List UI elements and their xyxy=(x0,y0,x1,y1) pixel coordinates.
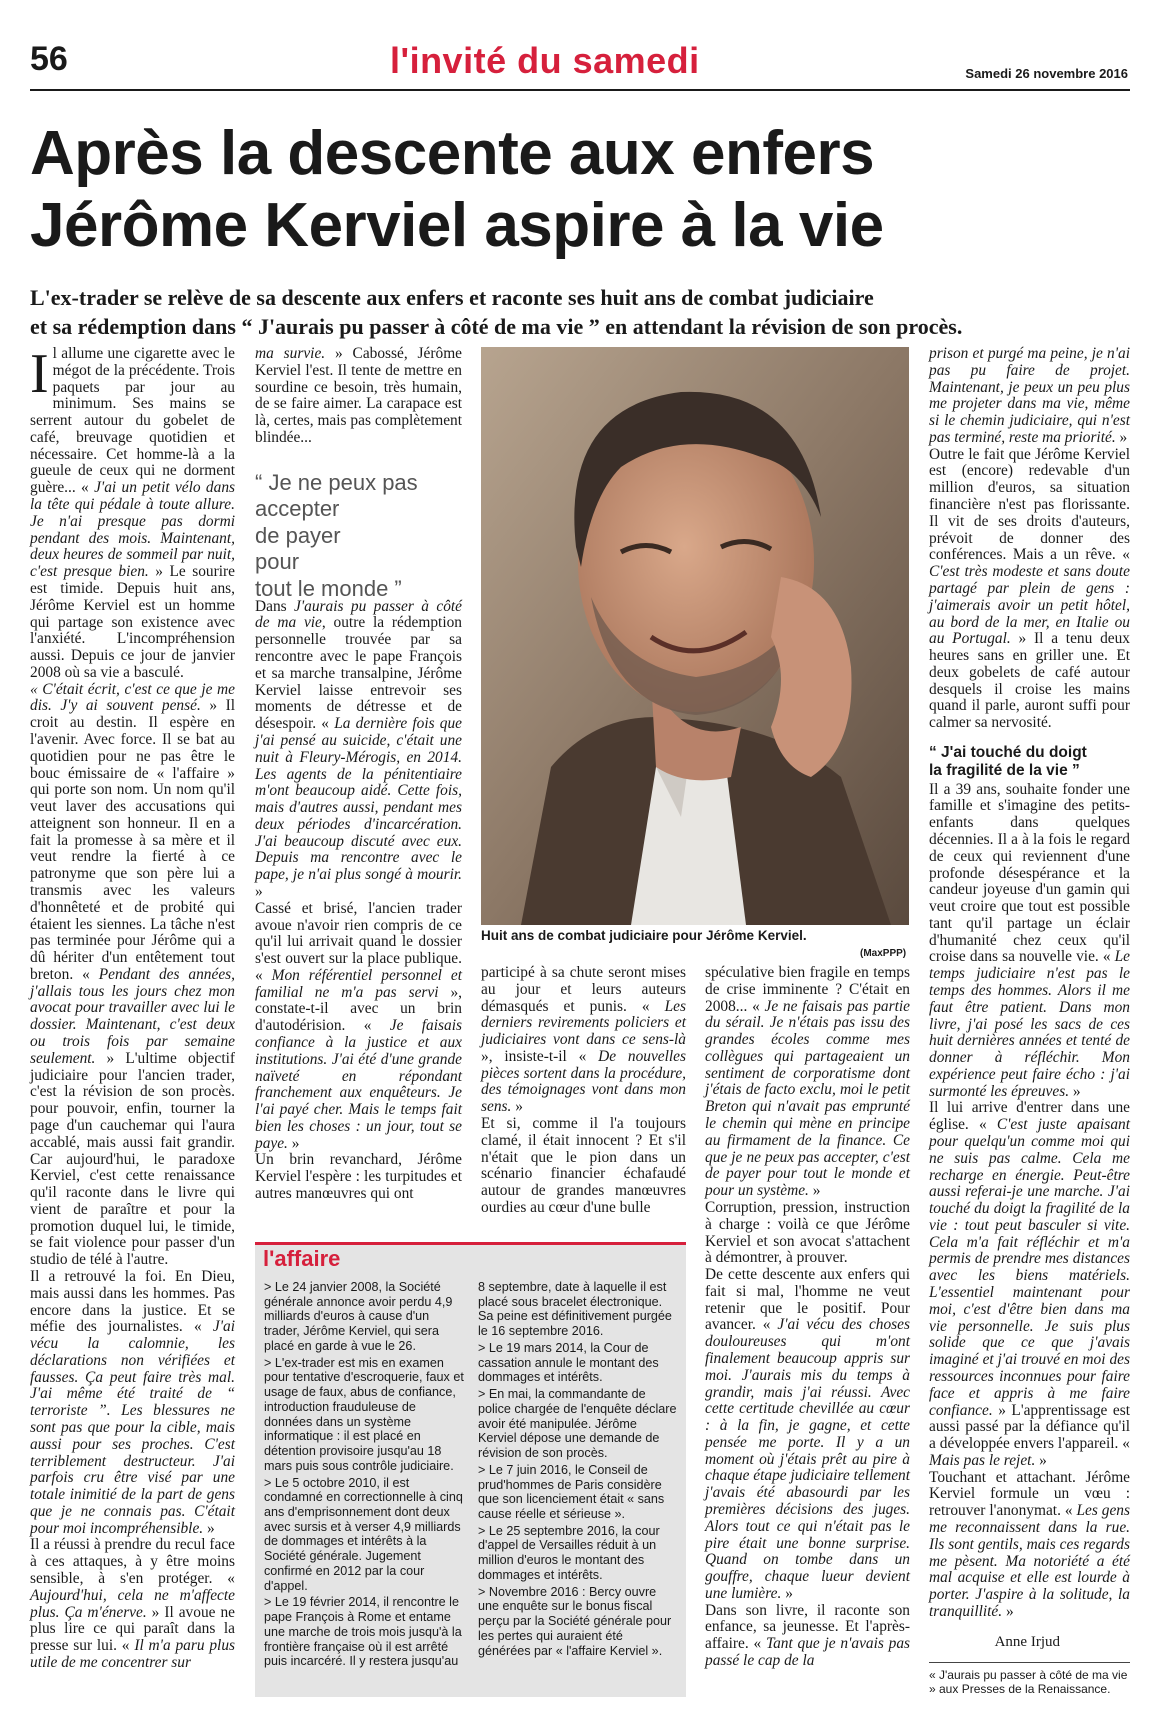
quote: Les gens me reconnaissent dans la rue. Ils sont gentils, mais ces regards me pèsent. Ma notoriété a été mal acquise et elle est lourde à porter. J'aspire à la solitude, la tranquillité. xyxy=(929,1502,1130,1620)
timeline-item: > Le 7 juin 2016, le Conseil de prud'hommes de Paris considère que son licenciement était « sans cause réelle et sérieuse ». xyxy=(478,1462,665,1522)
timeline-item: > L'ex-trader est mis en examen pour tentative d'escroquerie, faux et usage de faux, abus de confiance, introduction frauduleuse de données dans un système informatique : il est placé en détention provisoire jusqu'au 18 mars puis sous contrôle judiciaire. xyxy=(264,1355,464,1473)
header-rule xyxy=(30,89,1130,91)
timeline-item: > Le 5 octobre 2010, il est condamné en correctionnelle à cinq ans d'emprisonnement dont deux avec sursis et à verser 4,9 milliards de dommages et intérêts à la Société générale. Jugement confirmé en 2012 par la cour d'appel. xyxy=(264,1475,463,1593)
paragraph xyxy=(255,901,462,1153)
pull-quote-line: pour xyxy=(255,549,300,575)
section-title: l'invité du samedi xyxy=(390,40,700,81)
quote: Pendant des années, j'allais tous les jours chez mon avocat pour travailler avec lui le dossier. Maintenant, c'est deux ou trois fois par semaine seulement. xyxy=(30,965,235,1067)
text: » xyxy=(515,1098,523,1116)
quote: Mon référentiel personnel et familial ne m'a pas servi xyxy=(255,966,462,1001)
text: » xyxy=(812,1182,821,1200)
headline-line-2: Jérôme Kerviel aspire à la vie xyxy=(30,190,884,260)
timeline-item: > Le 19 février 2014, il rencontre le pape François à Rome et entame une marche de trois mois jusqu'à la frontière française où il est arrêté puis incarcéré. Il y restera jusqu'au xyxy=(264,1595,462,1669)
pull-quote-line: tout le monde ” xyxy=(255,575,402,601)
quote: ma survie. xyxy=(255,345,335,362)
text: l allume une cigarette avec le mégot de la précédente. Trois paquets par jour au minimum. Ses mains se serrent autour du gobelet de café, breuvage quotidien et nécessaire. Cet homme-là a la gueule de ceux qui ne dorment guère... « xyxy=(30,345,235,497)
paragraph xyxy=(929,346,1130,447)
text: » Il croit au destin. Il espère en l'avenir. Avec force. Il se bat au quotidien pour ne pas être le bouc émissaire de « l'affaire » qui porte son nom. Un nom qu'il veut laver des accusations qui atteignent son honneur. Il en a fait la promesse à sa mère et il veut rendre la fierté à ce patronyme que son père lui a transmis avec les valeurs d'honnêteté et de probité qui étaient les siennes. La tâche n'est pas terminée pour Jérôme qui a dû hériter d'un entêtement tout breton. « xyxy=(30,697,235,983)
timeline-item: > En mai, la commandante de police chargée de l'enquête déclare avoir été manipulée. Jérôme Kerviel dépose une demande de révision de son procès. xyxy=(478,1387,677,1461)
pull-quote-line: de payer xyxy=(255,522,341,548)
paragraph xyxy=(929,1100,1130,1469)
quote: J'ai vécu la calomnie, les déclarations non vérifiées et fausses. Ça peut faire très mal. J'ai même été traité de “ terroriste ”. Les blessures ne sont pas que pour la cible, mais aussi pour ses proches. C'est terriblement destructeur. J'ai parfois cru être visé par une totale inimitié de la part de gens que je ne connais pas. C'était pour moi incompréhensible. xyxy=(30,1318,235,1537)
text: » xyxy=(206,1519,215,1537)
paragraph xyxy=(255,599,462,901)
quote: C'est très modeste et sans doute partagé par plein de gens : j'aimerais avoir un petit hôtel, au bord de la mer, en Italie ou au Portugal. xyxy=(929,563,1130,648)
affaire-title: l'affaire xyxy=(263,1246,341,1271)
quote: Tant que je n'avais pas passé le cap de la xyxy=(705,1635,911,1670)
text: Outre le fait que Jérôme Kerviel est (encore) redevable d'un million d'euros, sa situation financière n'est pas florissante. Il vit de ses droits d'auteurs, prévoit de donner des conférences. Mais a un rêve. « xyxy=(929,445,1130,564)
quote: De nouvelles pièces sortent dans la procédure, des témoignages vont dans mon sens. xyxy=(481,1047,686,1116)
quote: Le temps judiciaire n'est pas le temps des hommes. Alors il me faut être patient. Dans mon livre, j'ai posé les sacs de ces huit dernières années et tenté de donner à réfléchir. Mon expérience peut faire écho : j'ai surmonté les épreuves. xyxy=(929,948,1131,1100)
quote: Les derniers revirements policiers et judiciaires vont dans ce sens-là xyxy=(481,997,686,1049)
text: » xyxy=(1072,1082,1081,1100)
paragraph xyxy=(705,1200,910,1267)
quote: Je ne faisais pas partie du sérail. Je n'étais pas issu des grandes écoles comme mes collègues qui partageaient un sentiment de corporatisme dont j'étais de facto exclu, moi le petit Breton qui n'avait pas emprunté le chemin qui mène en principe au firmament de la finance. Ce que je ne peux pas accepter, c'est de payer pour tout le monde et pour un système. xyxy=(705,997,910,1200)
text: Dans son livre, il raconte son enfance, sa jeunesse. Et l'après-affaire. « xyxy=(705,1601,910,1653)
text: Il lui arrive d'entrer dans une église. « xyxy=(929,1099,1130,1134)
quote: J'ai un petit vélo dans la tête qui pédale à toute allure. Je n'ai presque pas dormi pendant des mois. Maintenant, deux heures de sommeil par nuit, c'est presque bien. xyxy=(30,479,235,581)
text: » xyxy=(785,1584,793,1602)
pull-quote-line: “ Je ne peux pas xyxy=(255,470,418,495)
paragraph xyxy=(30,343,235,682)
portrait-illustration xyxy=(481,347,909,925)
text: » L'apprentissage est aussi passé par la défiance qu'il a développée envers l'appareil. « xyxy=(929,1401,1130,1453)
text: participé à sa chute seront mises au jour et leurs auteurs démasqués et punis. « xyxy=(481,964,686,1015)
pull-quote-line: accepter xyxy=(255,496,340,522)
paragraph xyxy=(255,346,462,447)
timeline-item: > Novembre 2016 : Bercy ouvre une enquête sur le bonus fiscal perçu par la Société générale pour les pertes qui auraient été générées par « l'affaire Kerviel ». xyxy=(478,1584,672,1658)
quote: Mais pas le rejet. xyxy=(929,1451,1040,1469)
text: » L'ultime objectif judiciaire pour l'ancien trader, c'est la révision de son procès. pour pouvoir, enfin, tourner la page d'un cauchemar qui l'aura accablé, mais aussi fait grandir. Car aujourd'hui, le paradoxe Kerviel, c'est cette renaissance qu'il raconte dans le livre qui vient de paraître et pour la promotion duquel lui, le timide, se fait violence pour passer d'un studio de télé à l'autre. xyxy=(30,1049,235,1269)
text: Il a 39 ans, souhaite fonder une famille et s'imagine des petits-enfants dans quelques décennies. Il a à la fois le regard de ceux qui reviennent d'une profonde désespérance et la candeur joyeuse d'un gamin qui veut croire que tout est possible tant qu'il partage un éclair d'humanité chez ceux qu'il croise dans sa nouvelle vie. « xyxy=(929,780,1130,966)
paragraph xyxy=(929,1470,1130,1621)
text: » Le sourire est timide. Depuis huit ans, Jérôme Kerviel est un homme qui partage son existence avec l'anxiété. L'incompréhension aussi. Depuis ce jour de janvier 2008 où sa vie a basculé. xyxy=(30,563,235,681)
author-signature: Anne Irjud xyxy=(994,1634,1060,1650)
text: Un brin revanchard, Jérôme Kerviel l'espère : les turpitudes et autres manœuvres qui ont xyxy=(255,1151,462,1203)
standfirst xyxy=(30,283,1130,342)
headline-line-1: Après la descente aux enfers xyxy=(30,119,875,188)
text: Il a réussi à prendre du recul face à ces attaques, à y être moins sensible, à s'en protéger. « xyxy=(30,1536,235,1588)
text: Dans xyxy=(255,597,295,615)
portrait-photo xyxy=(481,347,909,925)
photo-credit: (MaxPPP) xyxy=(860,948,907,959)
text: » xyxy=(1005,1602,1014,1620)
text: Cassé et brisé, l'ancien trader avoue n'avoir rien compris de ce qu'il lui arrivait quand le dossier s'est ouvert sur la place publique. « xyxy=(255,899,462,984)
paragraph xyxy=(255,1152,462,1202)
issue-date: Samedi 26 novembre 2016 xyxy=(965,66,1128,81)
paragraph xyxy=(705,1267,910,1603)
text: », constate-t-il avec un brin d'autodérision. « xyxy=(255,983,462,1035)
paragraph xyxy=(30,1537,235,1671)
subheading-line: la fragilité de la vie ” xyxy=(929,761,1080,779)
standfirst-line-2: et sa rédemption dans “ J'aurais pu passer à côté de ma vie ” en attendant la révision de son procès. xyxy=(30,314,963,340)
text: Touchant et attachant. Jérôme Kerviel formule un vœu : retrouver l'anonymat. « xyxy=(929,1468,1130,1520)
book-title: J'aurais pu passer à côté de ma vie xyxy=(255,597,462,632)
text: » xyxy=(291,1134,300,1152)
column-4 xyxy=(705,965,910,1670)
affaire-column-2 xyxy=(478,1280,678,1660)
subheading-line: “ J'ai touché du doigt xyxy=(929,743,1087,761)
quote: Je faisais confiance à la justice et aux institutions. J'ai été d'une grande naïveté en répondant franchement aux enquêteurs. Je l'ai payé cher. Mais le temps fait bien les choses : un jour, tout se paye. xyxy=(255,1017,462,1152)
standfirst-line-1: L'ex-trader se relève de sa descente aux enfers et raconte ses huit ans de combat judiciaire xyxy=(30,285,874,310)
timeline-item: 8 septembre, date à laquelle il est placé sous bracelet électronique. Sa peine est définitivement purgée le 16 septembre 2016. xyxy=(478,1280,672,1339)
paragraph xyxy=(705,1603,910,1670)
pull-quote xyxy=(255,470,462,602)
paragraph xyxy=(929,447,1130,732)
text: De cette descente aux enfers qui fait si mal, l'homme ne veut retenir que le positif. Pour avancer. « xyxy=(705,1266,910,1334)
text: » xyxy=(1039,1451,1047,1469)
quote: prison et purgé ma peine, je n'ai pas pu faire de projet. Maintenant, je peux un peu plus me projeter dans ma vie, même si le chemin judiciaire, qui n'est pas terminé, reste ma priorité. xyxy=(929,345,1130,446)
quote: « C'était écrit, c'est ce que je me dis. J'y ai souvent pensé. xyxy=(30,680,235,715)
quote: J'ai vécu des choses douloureuses qui m'ont finalement beaucoup appris sur moi. J'aurais mis du temps à grandir, mais j'ai réussi. Avec cette certitude chevillée au cœur : à la fin, je gagne, et cette pensée me porte. Il y a un moment où j'étais prêt au pire à chaque étape judiciaire tellement j'avais été abasourdi par les premières décisions des juges. Alors tout ce qui n'était pas le pire était une bonne surprise. Quand on tombe dans un gouffre, chaque lueur devient une lumière. xyxy=(705,1316,910,1602)
paragraph xyxy=(929,782,1130,1101)
text: Corruption, pression, instruction à charge : voilà ce que Jérôme Kerviel et son avocat s'attachent à démontrer, à prouver. xyxy=(705,1198,910,1267)
quote: La dernière fois que j'ai pensé au suicide, c'était une nuit à Fleury-Mérogis, en 2014. Les agents de la pénitentiaire m'ont beaucoup aidé. Cette fois, mais d'autres aussi, pendant mes deux périodes d'incarcération. J'ai beaucoup discuté avec eux. Depuis ma rencontre avec le pape, je n'ai plus songé à mourir. xyxy=(255,715,463,884)
column-3 xyxy=(481,965,686,1217)
text: » xyxy=(255,882,263,900)
column-5 xyxy=(929,346,1130,1621)
timeline-item: > Le 25 septembre 2016, la cour d'appel de Versailles réduit à un million d'euros le montant des dommages et intérêts. xyxy=(478,1523,660,1582)
text: » xyxy=(1119,428,1128,446)
text: spéculative bien fragile en temps de crise imminente ? C'était en 2008... « xyxy=(705,964,910,1015)
text: » Il a tenu deux heures sans en griller une. Et deux gobelets de café autour desquels il croise les mains quand il parle, auront suffi pour calmer sa nervosité. xyxy=(929,630,1130,732)
affaire-column-1 xyxy=(264,1280,464,1671)
column-1 xyxy=(30,343,236,1672)
text: Il a retrouvé la foi. En Dieu, mais aussi dans les hommes. Pas encore dans la justice. Et se méfie des journalistes. « xyxy=(30,1267,235,1336)
paragraph xyxy=(481,965,686,1116)
page-number: 56 xyxy=(30,40,68,78)
paragraph xyxy=(705,965,910,1200)
text: , outre la rédemption personnelle trouvée par sa rencontre avec le pape François et sa marche transalpine, Jérôme Kerviel laisse entrevoir ses moments de détresse et de désespoir. « xyxy=(255,614,462,733)
quote: Il m'a paru plus utile de me concentrer sur xyxy=(30,1637,236,1671)
photo-caption: Huit ans de combat judiciaire pour Jérôme Kerviel. xyxy=(481,928,807,943)
book-note-rule xyxy=(929,1662,1130,1663)
paragraph xyxy=(30,1269,235,1538)
paragraph xyxy=(481,1116,686,1217)
drop-cap: I xyxy=(30,343,49,405)
book-reference: « J'aurais pu passer à côté de ma vie » aux Presses de la Renaissance. xyxy=(929,1668,1128,1697)
quote: C'est juste apaisant pour quelqu'un comme moi qui ne suis pas calme. Cela me recharge en énergie. Peut-être aussi referai-je une marche. J'ai touché du doigt la fragilité de la vie : tout peut basculer si vite. Cela m'a fait réfléchir et m'a permis de prendre mes distances avec les biens matériels. L'essentiel maintenant pour moi, c'est d'être bien dans ma vie personnelle. Je suis plus solide que ce que j'avais imaginé et j'ai trouvé en moi des ressources inconnues pour faire face et appris à me faire confiance. xyxy=(929,1116,1130,1419)
headline xyxy=(30,118,1130,262)
text: », insiste-t-il « xyxy=(481,1047,587,1065)
quote: Aujourd'hui, cela ne m'affecte plus. Ça m'énerve. xyxy=(30,1586,235,1621)
paragraph xyxy=(30,682,235,1269)
timeline-item: > Le 19 mars 2014, la Cour de cassation annule le montant des dommages et intérêts. xyxy=(478,1340,659,1385)
timeline-item: > Le 24 janvier 2008, la Société générale annonce avoir perdu 4,9 milliards d'euros à cause d'un trader, Jérôme Kerviel, qui sera placé en garde à vue le 26. xyxy=(264,1280,453,1353)
subheading xyxy=(929,744,1130,780)
text: » Il avoue ne plus lire ce qui paraît dans la presse sur lui. « xyxy=(30,1603,235,1655)
text: » Cabossé, Jérôme Kerviel l'est. Il tente de mettre en sourdine ce besoin, très humain, de se faire aimer. La carapace est là, certes, mais pas complètement blindée... xyxy=(255,345,463,446)
text: Et si, comme il l'a toujours clamé, il était innocent ? Et s'il n'était que le pion dans un scénario financier échafaudé autour de grandes manœuvres ourdies au cœur d'une bulle xyxy=(481,1115,686,1216)
